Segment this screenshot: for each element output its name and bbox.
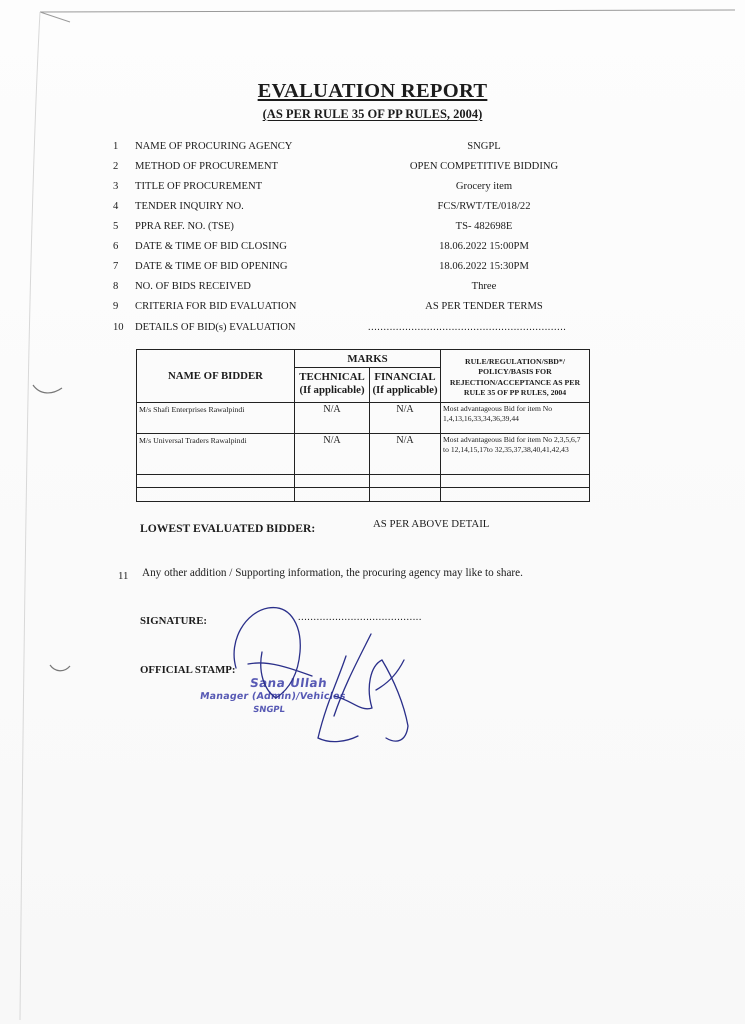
table-row (137, 403, 590, 434)
report-subtitle: (AS PER RULE 35 OF PP RULES, 2004) (262, 107, 483, 121)
header-marks: MARKS (295, 350, 441, 368)
empty-cell (137, 488, 295, 502)
field-value: AS PER TENDER TERMS (425, 301, 543, 312)
row-number: 10 (113, 322, 124, 333)
technical-mark-cell: N/A (295, 403, 370, 434)
field-row (0, 201, 745, 217)
field-row (0, 161, 745, 177)
bidder-name-cell: M/s Universal Traders Rawalpindi (137, 434, 295, 475)
field-value: 18.06.2022 15:30PM (439, 261, 529, 272)
financial-mark-cell: N/A (370, 434, 441, 475)
empty-cell (295, 475, 370, 488)
header-bidder-name: NAME OF BIDDER (137, 350, 295, 403)
stamp-line-2: Manager (Admin)/Vehicles (199, 691, 347, 702)
field-value: Three (471, 281, 497, 292)
signature-dots: ........................................ (298, 612, 422, 623)
field-label: DETAILS OF BID(s) EVALUATION (135, 322, 296, 333)
signature-label: SIGNATURE: (140, 615, 207, 627)
field-row (0, 181, 745, 197)
field-label: TITLE OF PROCUREMENT (135, 181, 263, 192)
header-financial (370, 368, 441, 403)
lowest-bidder-value: AS PER ABOVE DETAIL (373, 518, 490, 530)
field-label: DATE & TIME OF BID CLOSING (135, 241, 287, 252)
field-value: TS- 482698E (455, 221, 513, 232)
header-technical-sub: (If applicable) (299, 384, 365, 396)
row-number: 2 (113, 161, 119, 172)
empty-cell (137, 475, 295, 488)
row-number: 4 (113, 201, 119, 212)
field-row (0, 261, 745, 277)
bidder-name-cell: M/s Shafi Enterprises Rawalpindi (137, 403, 295, 434)
empty-cell (441, 488, 590, 502)
header-technical (295, 368, 370, 403)
empty-cell (441, 475, 590, 488)
field-row (0, 141, 745, 157)
field-value-dots: ................................................................ (368, 322, 567, 333)
header-rule-basis: RULE/REGULATION/SBD*/ POLICY/BASIS FOR REJECTION/ACCEPTANCE AS PER RULE 35 OF PP RULES, 2004 (441, 350, 590, 403)
field-row (0, 281, 745, 297)
table-row-empty (137, 475, 590, 488)
item-11-text: Any other addition / Supporting information, the procuring agency may like to share. (142, 567, 523, 579)
field-label: DATE & TIME OF BID OPENING (135, 261, 288, 272)
row-number: 5 (113, 221, 119, 232)
row-number: 6 (113, 241, 119, 252)
field-value: 18.06.2022 15:00PM (439, 241, 529, 252)
table-row (137, 434, 590, 475)
field-value: Grocery item (455, 181, 513, 192)
field-label: NO. OF BIDS RECEIVED (135, 281, 251, 292)
row-number: 7 (113, 261, 119, 272)
row-number: 9 (113, 301, 119, 312)
field-label: PPRA REF. NO. (TSE) (135, 221, 234, 232)
empty-cell (370, 488, 441, 502)
field-label: TENDER INQUIRY NO. (135, 201, 244, 212)
item-11-number: 11 (118, 570, 129, 582)
header-financial-sub: (If applicable) (372, 384, 438, 396)
field-row (0, 241, 745, 257)
official-stamp-label: OFFICIAL STAMP: (140, 664, 236, 676)
header-financial-label: FINANCIAL (374, 371, 436, 383)
field-value: SNGPL (467, 141, 501, 152)
field-value: FCS/RWT/TE/018/22 (437, 201, 531, 212)
row-number: 1 (113, 141, 119, 152)
field-row (0, 301, 745, 317)
header-technical-label: TECHNICAL (299, 371, 365, 383)
row-number: 3 (113, 181, 119, 192)
stamp-line-3: SNGPL (252, 705, 286, 715)
report-title: EVALUATION REPORT (257, 80, 488, 102)
row-number: 8 (113, 281, 119, 292)
field-row (0, 322, 745, 338)
table-row-empty (137, 488, 590, 502)
field-label: METHOD OF PROCUREMENT (135, 161, 279, 172)
technical-mark-cell: N/A (295, 434, 370, 475)
financial-mark-cell: N/A (370, 403, 441, 434)
field-value: OPEN COMPETITIVE BIDDING (409, 161, 559, 172)
empty-cell (295, 488, 370, 502)
rule-basis-cell: Most advantageous Bid for item No 1,4,13,16,33,34,36,39,44 (441, 403, 590, 434)
lowest-bidder-label: LOWEST EVALUATED BIDDER: (140, 522, 316, 535)
field-label: CRITERIA FOR BID EVALUATION (135, 301, 297, 312)
field-row (0, 221, 745, 237)
bid-evaluation-table (136, 349, 590, 502)
stamp-line-1: Sana Ullah (249, 676, 329, 690)
rule-basis-cell: Most advantageous Bid for item No 2,3,5,6,7 to 12,14,15,17to 32,35,37,38,40,41,42,43 (441, 434, 590, 475)
empty-cell (370, 475, 441, 488)
field-label: NAME OF PROCURING AGENCY (135, 141, 293, 152)
